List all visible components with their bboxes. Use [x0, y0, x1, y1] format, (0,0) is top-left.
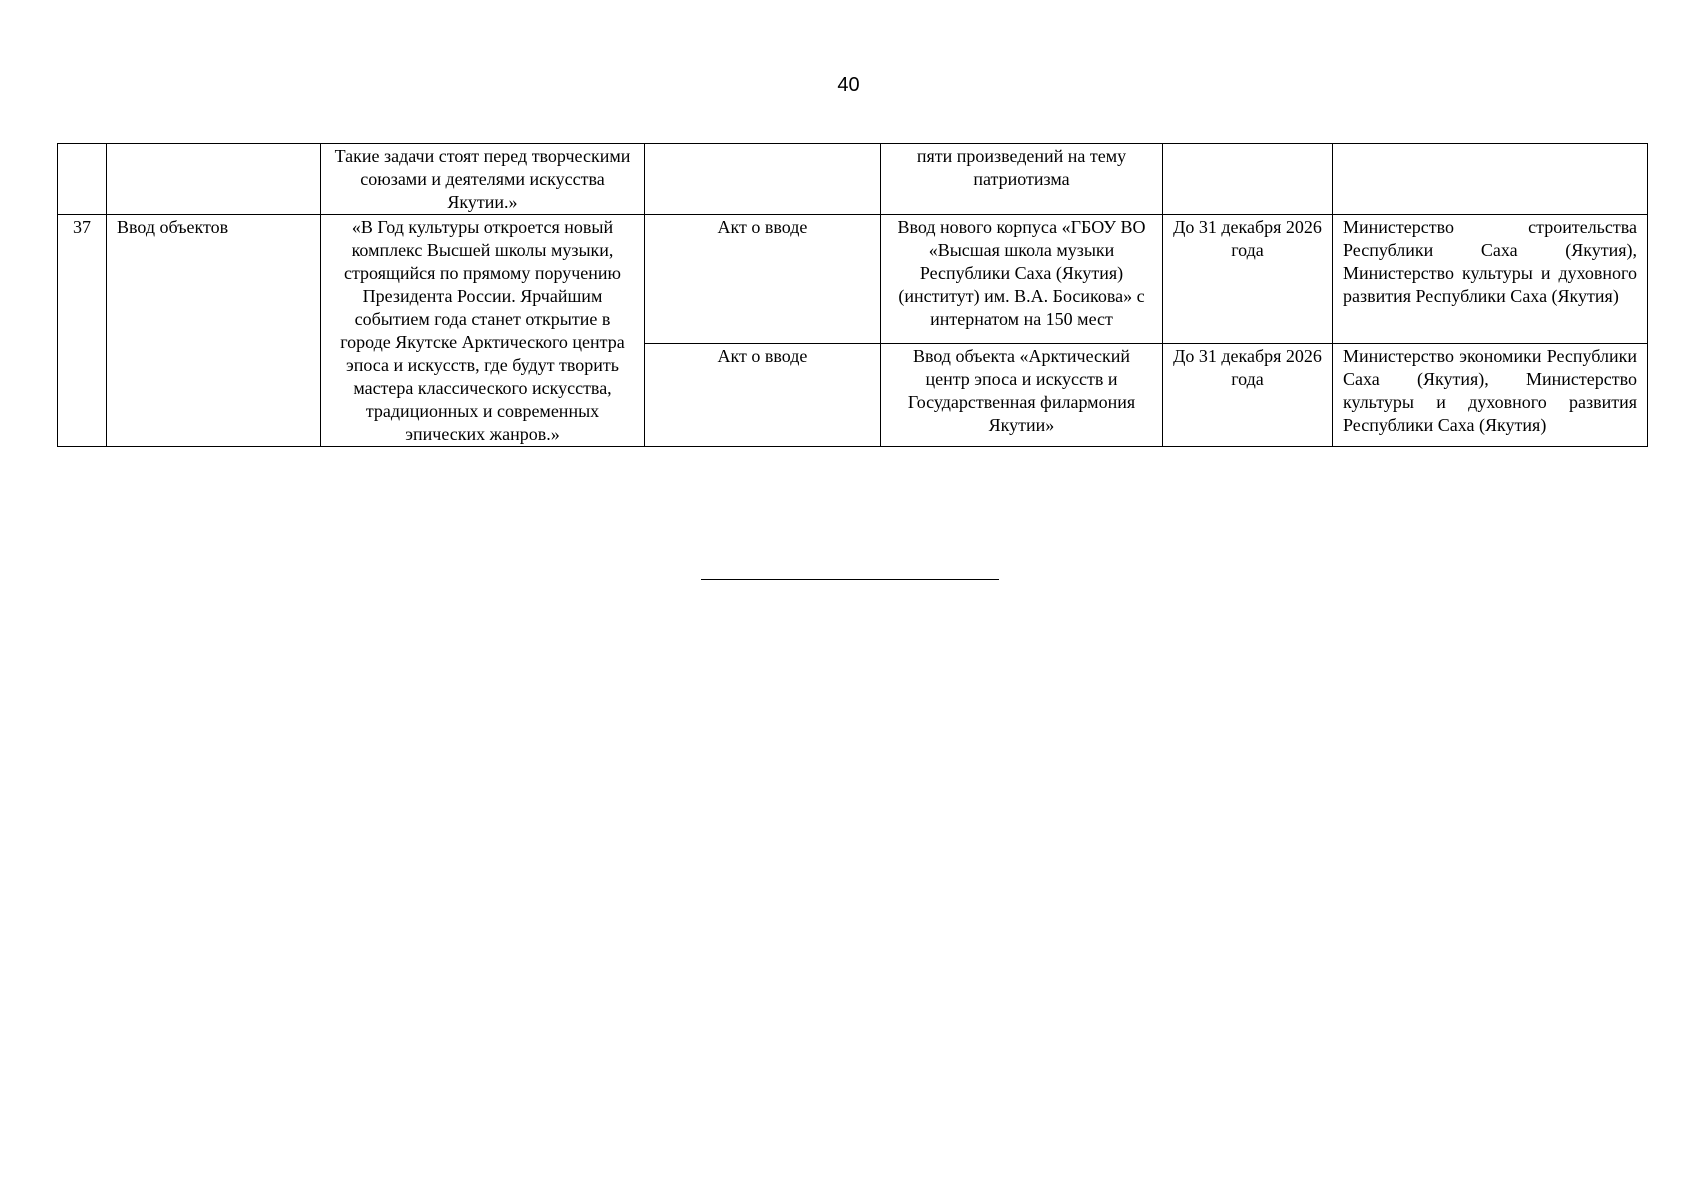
measures-table: [57, 143, 1648, 447]
cell-deadline: До 31 декабря 2026 года: [1163, 343, 1333, 446]
cell-responsible: Министерство строительства Республики Саха (Якутия), Министерство культуры и духовного развития Республики Саха (Якутия): [1333, 215, 1648, 344]
cell-responsible: [1333, 144, 1648, 215]
page-number: 40: [837, 74, 860, 96]
table-row-continuation: [58, 144, 1648, 215]
table-row-37-a: [58, 215, 1648, 344]
cell-result: Ввод объекта «Арктический центр эпоса и искусств и Государственная филармония Якутии»: [881, 343, 1163, 446]
cell-document: Акт о вводе: [645, 343, 881, 446]
cell-document: Акт о вводе: [645, 215, 881, 344]
cell-number: [58, 144, 107, 215]
end-of-document-rule: [701, 579, 999, 580]
cell-result: Ввод нового корпуса «ГБОУ ВО «Высшая школа музыки Республики Саха (Якутия) (институт) им. В.А. Босикова» с интернатом на 150 мест: [881, 215, 1163, 344]
cell-result: пяти произведений на тему патриотизма: [881, 144, 1163, 215]
cell-deadline: До 31 декабря 2026 года: [1163, 215, 1333, 344]
cell-responsible: Министерство экономики Республики Саха (Якутия), Министерство культуры и духовного развития Республики Саха (Якутия): [1333, 343, 1648, 446]
cell-quote: Такие задачи стоят перед творческими союзами и деятелями искусства Якутии.»: [321, 144, 645, 215]
cell-quote: «В Год культуры откроется новый комплекс Высшей школы музыки, строящийся по прямому поручению Президента России. Ярчайшим событием года станет открытие в городе Якутске Арктического центра эпоса и искусств, где будут творить мастера классического искусства, традиционных и современных эпических жанров.»: [321, 215, 645, 447]
cell-number: 37: [58, 215, 107, 447]
cell-deadline: [1163, 144, 1333, 215]
cell-measure-name: Ввод объектов: [107, 215, 321, 447]
cell-measure-name: [107, 144, 321, 215]
cell-document: [645, 144, 881, 215]
